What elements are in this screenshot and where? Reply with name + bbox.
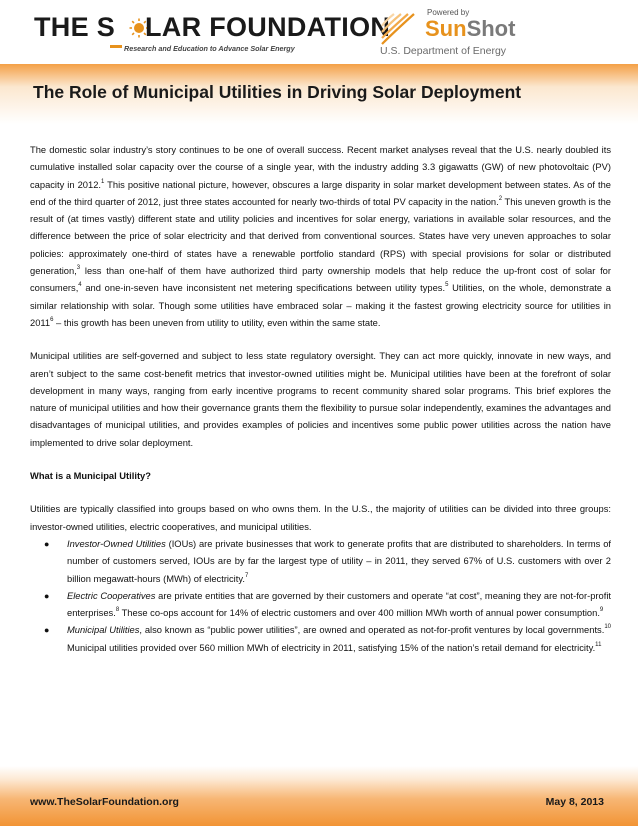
bullet-icon: ● <box>44 625 50 636</box>
text-run: – this growth has been uneven from utility to utility, even within the same state. <box>53 317 381 328</box>
logo-tagline: Research and Education to Advance Solar Energy <box>124 44 295 53</box>
footnote-ref[interactable]: 11 <box>595 641 602 648</box>
utility-types-list <box>30 536 611 657</box>
footnote-ref[interactable]: 9 <box>599 607 604 614</box>
footnote-ref[interactable]: 3 <box>76 265 81 272</box>
bullet-icon: ● <box>44 538 50 549</box>
page-title: The Role of Municipal Utilities in Driving Solar Deployment <box>33 82 522 102</box>
intro-paragraph <box>30 142 611 332</box>
text-run: (IOUs) are private businesses that work to generate profits that are distributed to shareholders. In terms of number of customers served, IOUs are by far the largest type of utility – in 2011, they served 67% of U.S. customers with over 2 billion megawatt-hours (MWh) of electricity. <box>67 538 611 584</box>
text-run: , also known as “public power utilities”, are owned and operated as not-for-profit ventures by local governments. <box>139 625 605 636</box>
logo-accent-rule <box>110 45 122 48</box>
classification-paragraph: Utilities are typically classified into groups based on who owns them. In the U.S., the majority of utilities can be divided into three groups: investor-owned utilities, electric cooperatives, and municipal utilities. <box>30 504 611 532</box>
list-item-municipal <box>30 622 611 657</box>
footnote-ref[interactable]: 4 <box>78 282 82 289</box>
section-heading: What is a Municipal Utility? <box>30 471 151 482</box>
sunshot-wordmark <box>425 16 515 42</box>
text-run: This positive national picture, however, obscures a large disparity in solar market development between states. As of the end of the third quarter of 2012, just three states accounted for nearly two-thirds of total PV capacity in the nation. <box>30 179 611 207</box>
text-run: This uneven growth is the result of (at times vastly) different state and utility policies and incentives for solar energy, variations in available solar resources, and the difference between the price of solar electricity and that derived from conventional sources. States have very uneven approaches to solar policies: approximately one-third of states have a renewable portfolio standard (RPS) with special provisions for solar or distributed generation, <box>30 196 611 277</box>
doe-label: U.S. Department of Energy <box>380 45 507 57</box>
footnote-ref[interactable]: 10 <box>604 624 611 631</box>
sunshot-wordmark-sun: Sun <box>425 16 467 41</box>
logo-text-part2: LAR FOUNDATION <box>145 12 391 42</box>
sunshot-wordmark-shot: Shot <box>466 16 516 41</box>
text-run: and one-in-seven have inconsistent net metering specifications between utility types. <box>81 283 446 294</box>
solar-foundation-logo <box>34 12 391 53</box>
logo-text-part1: THE S <box>34 12 116 42</box>
footnote-ref[interactable]: 7 <box>244 572 249 579</box>
text-run: Utilities, on the whole, demonstrate a similar relationship with solar. Though some utilities have embraced solar – making it the fastest growing electricity source for utilities in 2011 <box>30 283 611 328</box>
text-run: are private entities that are governed by their customers and operate “at cost”, meaning they are not-for-profit enterprises. <box>67 590 611 619</box>
list-term: Investor-Owned Utilities <box>67 538 166 549</box>
footnote-ref[interactable]: 6 <box>50 316 54 323</box>
sunshot-logo <box>380 8 620 56</box>
list-item-cooperatives <box>30 588 611 623</box>
list-term: Municipal Utilities <box>67 625 140 636</box>
list-term: Electric Cooperatives <box>67 590 156 601</box>
text-run: These co-ops account for 14% of electric customers and over 400 million MWh worth of annual power consumption. <box>119 608 600 619</box>
footnote-ref[interactable]: 2 <box>498 195 503 202</box>
bullet-icon: ● <box>44 590 50 601</box>
list-item-iou <box>30 536 611 588</box>
website-link[interactable]: www.TheSolarFoundation.org <box>30 796 179 808</box>
text-run: Municipal utilities provided over 560 million MWh of electricity in 2011, satisfying 15% of the nation’s retail demand for electricity. <box>67 642 596 653</box>
footnote-ref[interactable]: 8 <box>115 607 120 614</box>
sunshot-mark-icon <box>380 12 416 46</box>
text-run: less than one-half of them have authorized third party ownership models that help reduce the up-front cost of solar for consumers, <box>30 266 611 294</box>
footnote-ref[interactable]: 1 <box>100 178 105 185</box>
footnote-ref[interactable]: 5 <box>445 282 449 289</box>
document-body <box>30 142 611 657</box>
publication-date: May 8, 2013 <box>545 796 604 808</box>
powered-by-label: Powered by <box>427 8 470 17</box>
municipal-paragraph: Municipal utilities are self-governed and subject to less state regulatory oversight. They can act more quickly, innovate in new ways, and aren’t subject to the same cost-benefit metrics that investor-owned utilities might be. Municipal utilities have been at the forefront of solar development in many ways, ranging from early incentive programs to recent community shared solar programs. This brief explores the nature of municipal utilities and how their governance grants them the flexibility to pursue solar independently, examines the advantages and disadvantages of municipal utilities, and provides examples of policies and incentives some public power utilities across the nation have implemented to drive solar deployment. <box>30 351 611 448</box>
text-run: The domestic solar industry’s story continues to be one of overall success. Recent market analyses reveal that the U.S. nearly doubled its cumulative installed solar capacity over the course of a single year, with the industry adding 3.3 gigawatts (GW) of new photovoltaic (PV) capacity in 2012. <box>30 145 611 190</box>
